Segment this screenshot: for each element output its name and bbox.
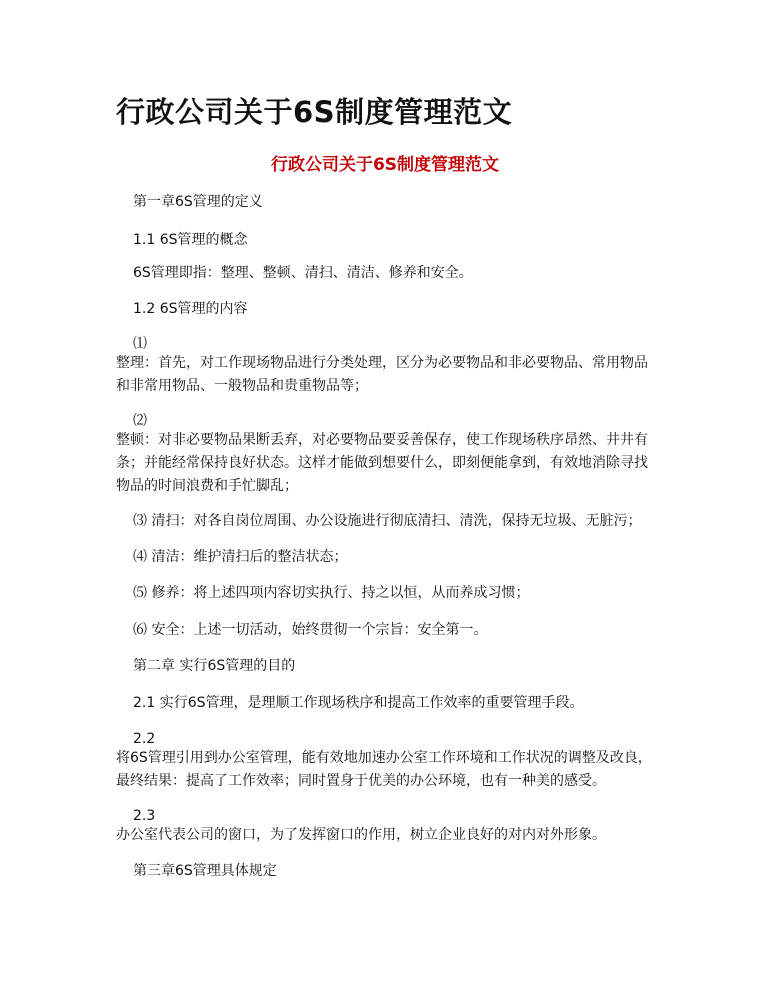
document-title: 行政公司关于6S制度管理范文 <box>116 95 513 129</box>
section-1-1-heading: 1.1 6S管理的概念 <box>133 232 248 248</box>
section-2-3-marker: 2.3 <box>133 808 156 824</box>
paragraph-2-3: 办公室代表公司的窗口，为了发挥窗口的作用，树立企业良好的对内对外形象。 <box>116 827 606 843</box>
paragraph-seiton: 整顿：对非必要物品果断丢弃，对必要物品要妥善保存，使工作现场秩序昂然、井井有条；并能经常保持良好状态。这样才能做到想要什么，即刻便能拿到，有效地消除寻找物品的时间浪费和手忙脚乱； <box>116 432 648 494</box>
item-2-marker: ⑵ <box>133 413 147 429</box>
paragraph-shitsuke: ⑸ 修养：将上述四项内容切实执行、持之以恒，从而养成习惯； <box>133 585 530 601</box>
chapter-2-heading: 第二章 实行6S管理的目的 <box>133 658 296 674</box>
chapter-3-heading: 第三章6S管理具体规定 <box>133 863 277 879</box>
section-2-2-marker: 2.2 <box>133 731 156 747</box>
document-subtitle: 行政公司关于6S制度管理范文 <box>270 155 500 175</box>
paragraph-seiketsu: ⑷ 清洁：维护清扫后的整洁状态； <box>133 549 348 565</box>
paragraph-6s-definition: 6S管理即指：整理、整顿、清扫、清洁、修养和安全。 <box>133 265 473 281</box>
paragraph-2-1: 2.1 实行6S管理，是理顺工作现场秩序和提高工作效率的重要管理手段。 <box>133 695 584 711</box>
chapter-1-heading: 第一章6S管理的定义 <box>133 194 263 210</box>
section-1-2-heading: 1.2 6S管理的内容 <box>133 301 248 317</box>
paragraph-seiso: ⑶ 清扫：对各自岗位周围、办公设施进行彻底清扫、清洗，保持无垃圾、无脏污； <box>133 513 642 529</box>
paragraph-safety: ⑹ 安全：上述一切活动，始终贯彻一个宗旨：安全第一。 <box>133 622 488 638</box>
item-1-marker: ⑴ <box>133 336 147 352</box>
paragraph-seiri: 整理：首先，对工作现场物品进行分类处理，区分为必要物品和非必要物品、常用物品和非常用物品、一般物品和贵重物品等； <box>116 355 648 394</box>
paragraph-2-2: 将6S管理引用到办公室管理，能有效地加速办公室工作环境和工作状况的调整及改良，最终结果：提高了工作效率；同时置身于优美的办公环境，也有一种美的感受。 <box>116 750 652 789</box>
